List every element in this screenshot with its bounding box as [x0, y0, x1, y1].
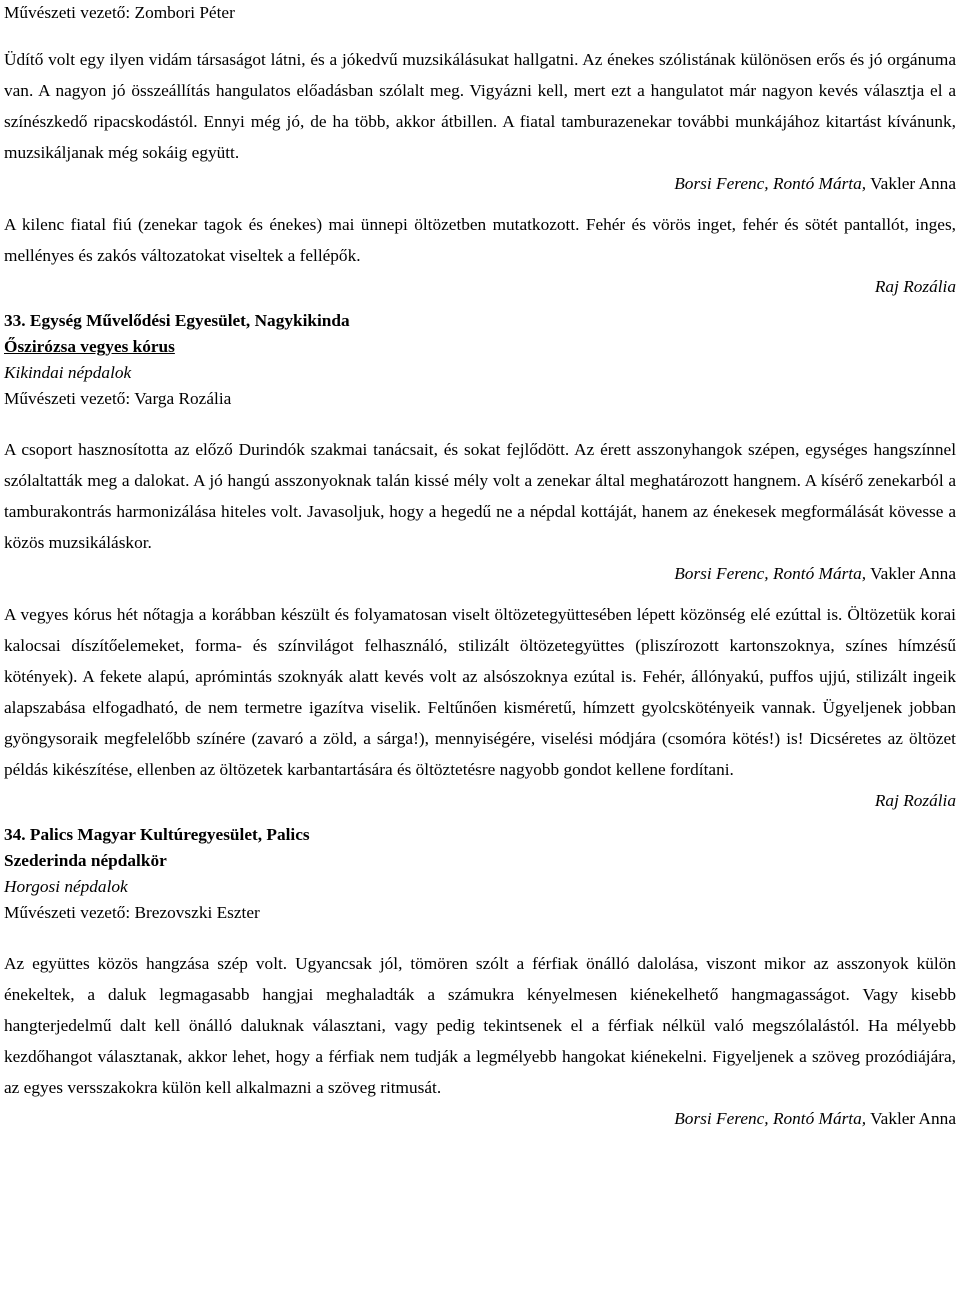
section-33-title: Kikindai népdalok: [4, 363, 132, 382]
signature-music-1: [4, 168, 956, 199]
signature-plain-name: Vakler Anna: [866, 174, 956, 193]
section-34-music-review: Az együttes közös hangzása szép volt. Ugyancsak jól, tömören szólt a férfiak önálló dalolása, viszont mikor az asszonyok külön énekeltek, a daluk legmagasabb hangjai meghaladták a számukra kényelmesen kiénekelhető hangmagasságot. Vagy kisebb hangterjedelmű dalt kell önálló daluknak választani, vagy pedig tekintsenek el a férfiak nélkül való megszólalástól. Ha mélyebb kezdőhangot választanak, akkor lehet, hogy a férfiak nem tudják a legmélyebb hangokat kiénekelni. Figyeljenek a szöveg prozódiájára, az egyes versszakokra külön kell alkalmazni a szöveg ritmusát.: [4, 954, 956, 1097]
signature-italic-names: Borsi Ferenc, Rontó Márta,: [674, 1109, 867, 1128]
section-34-heading: 34. Palics Magyar Kultúregyesület, Palics: [4, 825, 310, 844]
signature-plain-name: Vakler Anna: [866, 564, 956, 583]
section-34-music-signature: [4, 1103, 956, 1134]
section-33-director: Művészeti vezető: Varga Rozália: [4, 389, 232, 408]
section-34-title: Horgosi népdalok: [4, 877, 128, 896]
section-33-costume-signature: Raj Rozália: [874, 791, 956, 810]
section-33-group: Őszirózsa vegyes kórus: [4, 337, 175, 356]
section-34-director: Művészeti vezető: Brezovszki Eszter: [4, 903, 260, 922]
section-33-costume-review: A vegyes kórus hét nőtagja a korábban készült és folyamatosan viselt öltözetegyüttesében lépett közönség elé ezúttal is. Öltözetük korai kalocsai díszítőelemeket, forma- és színvilágot felhasználó, stilizált öltözetegyüttes (pliszírozott kartonszoknya, színes hímzésű kötények). A fekete alapú, aprómintás szoknyák alatt kevés volt az alsószoknya ezútal is. Fehér, állónyakú, puffos ujjú, stilizált ingeik alapszabása elfogadható, de nem termetre igazítva viselik. Feltűnően kisméretű, hímzett gyolcskötényeik vannak. Ügyeljenek jobban gyöngysoraik megfelelőbb színére (zavaró a zöld, a sárga!), mennyiségére, viselési módjára (csomóra kötés!) is! Dicséretes az öltözet példás kikészítése, ellenben az öltözetek karbantartására és öltöztetésre nagyobb gondot kellene fordítani.: [4, 605, 956, 779]
signature-italic-names: Borsi Ferenc, Rontó Márta,: [674, 174, 867, 193]
review-paragraph-costume-1: A kilenc fiatal fiú (zenekar tagok és énekes) mai ünnepi öltözetben mutatkozott. Fehér és vörös inget, fehér és sötét pantallót, inges, mellényes és zakós változatokat viseltek a fellépők.: [4, 215, 956, 265]
review-paragraph-music-1: Üdítő volt egy ilyen vidám társaságot látni, és a jókedvű muzsikálásukat hallgatni. Az énekes szólistának különösen erős és jó orgánuma van. A nagyon jó összeállítás hangulatos előadásban szólalt meg. Vigyázni kell, mert ezt a hangulatot már nagyon kevés választja el a színészkedő ripacskodástól. Ennyi még jó, de ha több, akkor átbillen. A fiatal tamburazenekar további munkájához kitartást kívánunk, muzsikáljanak még sokáig együtt.: [4, 50, 956, 162]
section-33-music-review: A csoport hasznosította az előző Durindók szakmai tanácsait, és sokat fejlődött. Az érett asszonyhangok szépen, egységes hangszínnel szólaltatták meg a dalokat. A jó hangú asszonyoknak talán kissé mély volt a zenekar által meghatározott hangnem. A kísérő zenekarból a tamburakontrás harmonizálása hiteles volt. Javasoljuk, hogy a hegedű ne a népdal kottáját, hanem az énekesek megformálását kövesse a közös muzsikáláskor.: [4, 440, 956, 552]
section-33-music-signature: [4, 558, 956, 589]
section-34-group: Szederinda népdalkör: [4, 851, 167, 870]
director-line-zombori: Művészeti vezető: Zombori Péter: [4, 3, 235, 22]
signature-italic-names: Borsi Ferenc, Rontó Márta,: [674, 564, 867, 583]
section-33-heading: 33. Egység Művelődési Egyesület, Nagykikinda: [4, 311, 350, 330]
signature-plain-name: Vakler Anna: [866, 1109, 956, 1128]
signature-costume-1: Raj Rozália: [874, 277, 956, 296]
